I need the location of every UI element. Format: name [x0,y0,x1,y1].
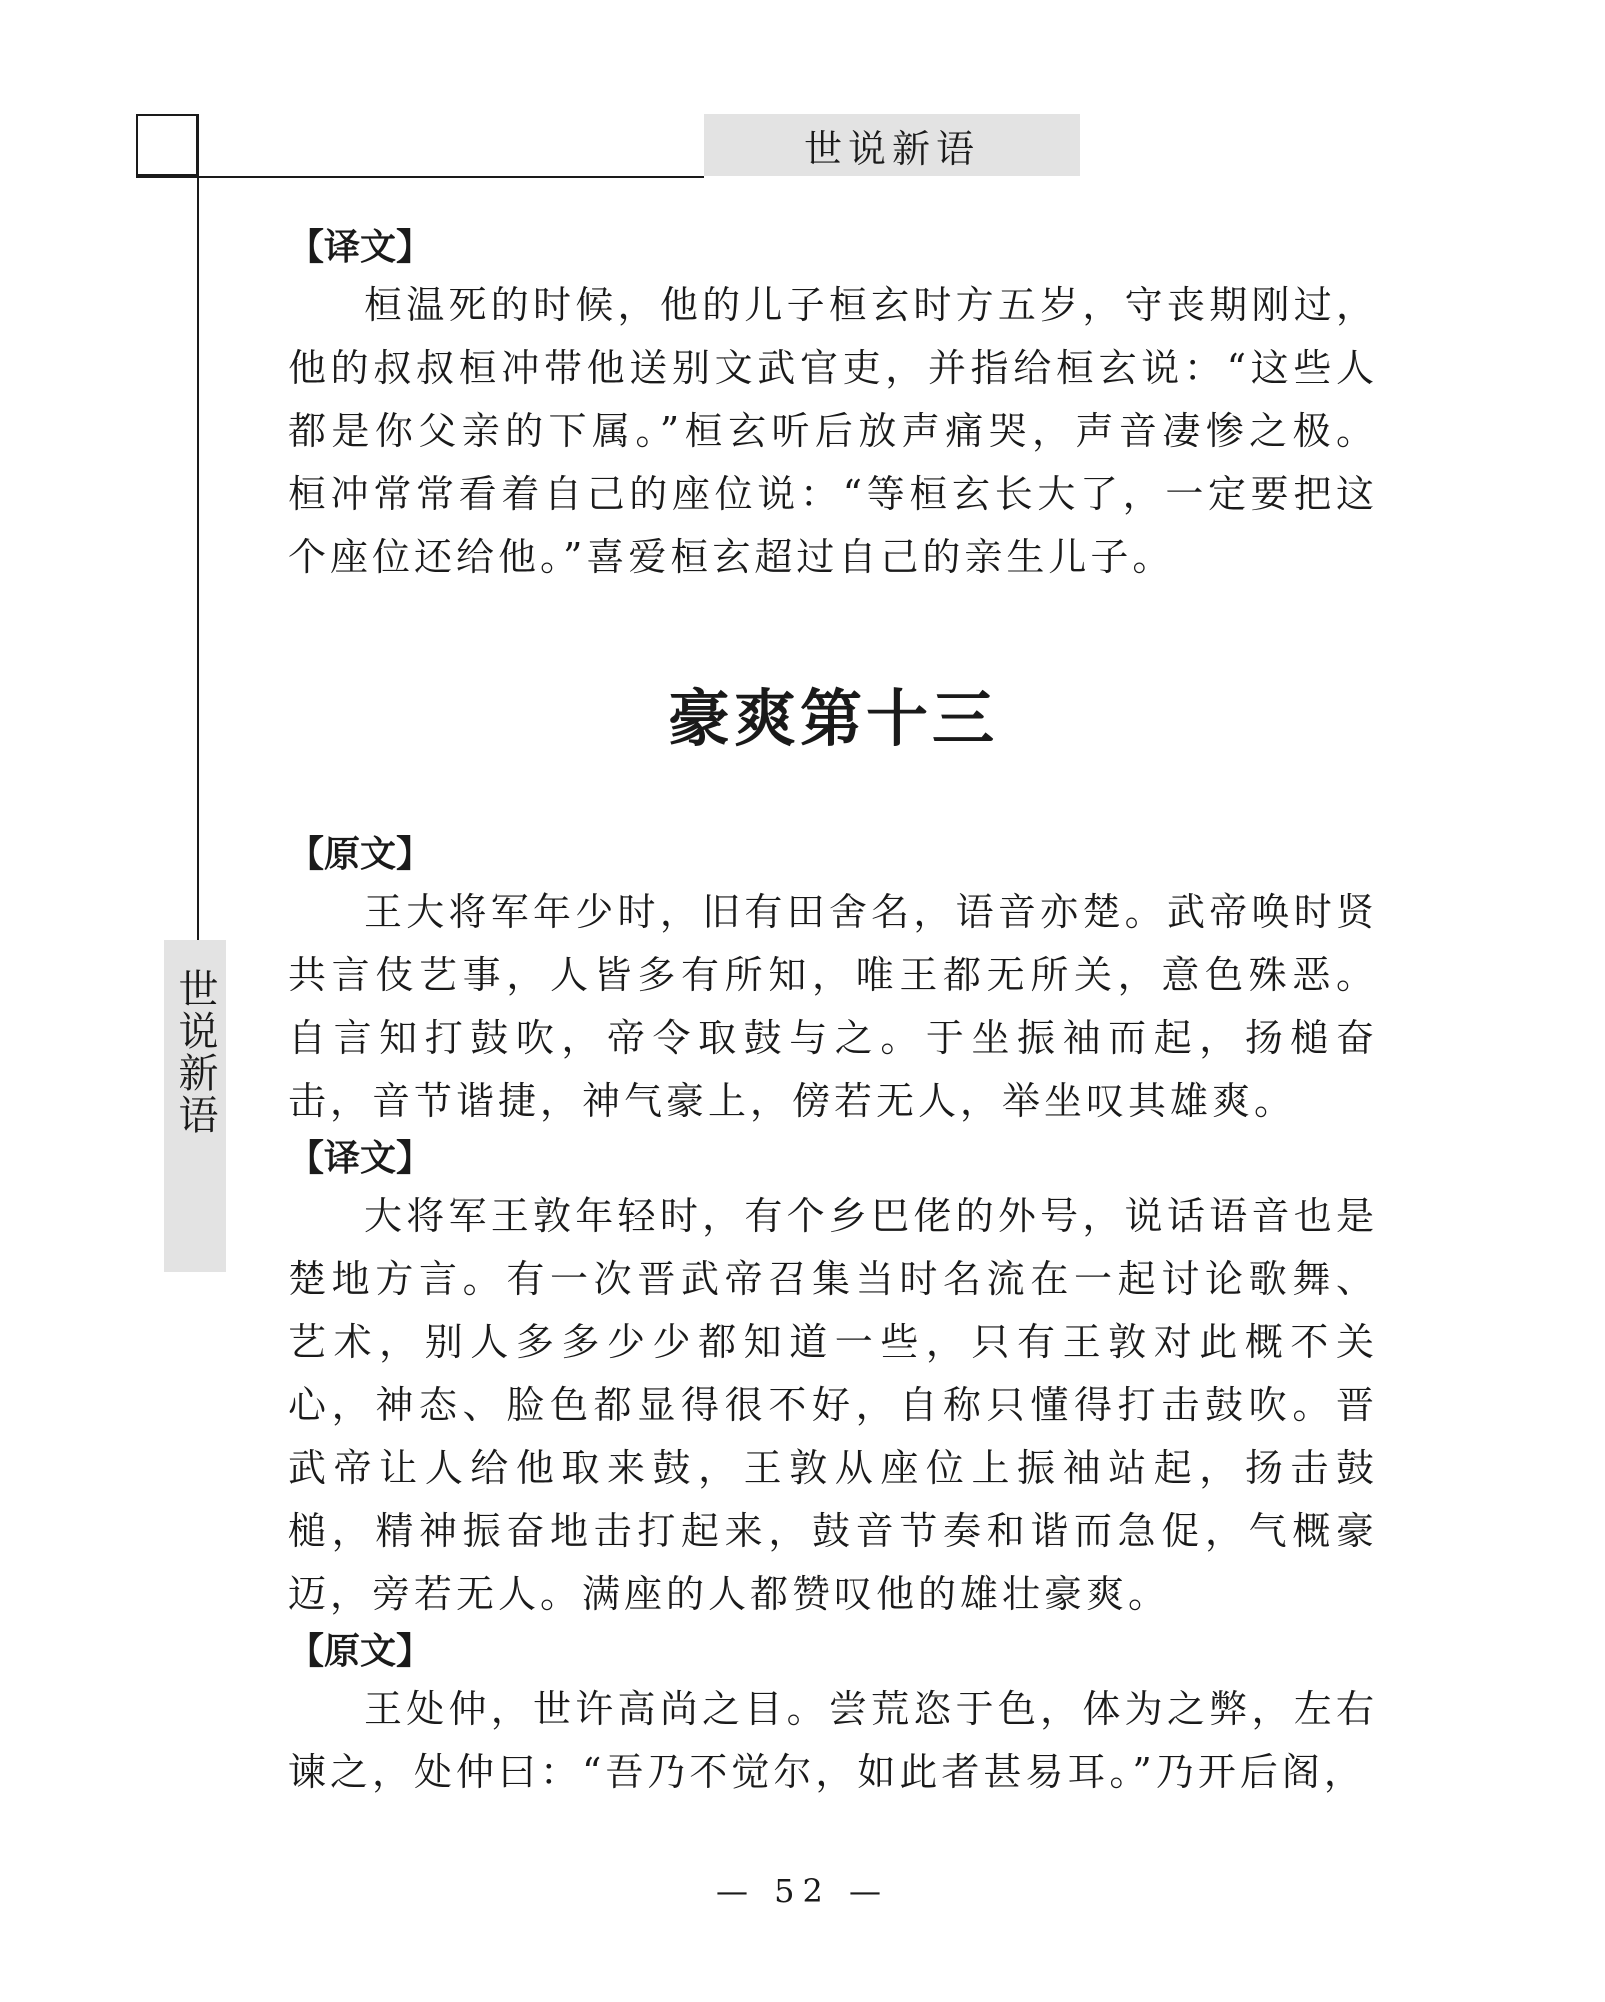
section-label: 【译文】 [288,227,433,268]
page-number: — 52 — [715,1872,890,1910]
chapter-title: 豪爽第十三 [667,682,998,755]
paragraph: 王大将军年少时，旧有田舍名，语音亦楚。武帝唤时贤共言伎艺事，人皆多有所知，唯王都无所关，意色殊恶。自言知打鼓吹，帝令取鼓与之。于坐振袖而起，扬槌奋击，音节谐捷，神气豪上，傍若无人，举坐叹其雄爽。 [288,890,1378,1123]
paragraph: 大将军王敦年轻时，有个乡巴佬的外号，说话语音也是楚地方言。有一次晋武帝召集当时名流在一起讨论歌舞、艺术，别人多多少少都知道一些，只有王敦对此概不关心，神态、脸色都显得很不好，自称只懂得打击鼓吹。晋武帝让人给他取来鼓，王敦从座位上振袖站起，扬击鼓槌，精神振奋地击打起来，鼓音节奏和谐而急促，气概豪迈，旁若无人。满座的人都赞叹他的雄壮豪爽。 [288,1194,1378,1616]
side-tab [164,940,226,1272]
page-content [288,222,1378,1804]
section-label: 【译文】 [288,1138,433,1179]
running-header [704,114,1080,176]
header-book-title: 世说新语 [803,127,980,171]
header-rule [136,176,704,178]
paragraph: 王处仲，世许高尚之目。尝荒恣于色，体为之弊，左右谏之，处仲曰：“吾乃不觉尔，如此者甚易耳。”乃开后阁， [288,1687,1378,1794]
corner-frame [136,114,198,176]
margin-rule [197,114,199,940]
section-label: 【原文】 [288,834,433,875]
paragraph: 桓温死的时候，他的儿子桓玄时方五岁，守丧期刚过，他的叔叔桓冲带他送别文武官吏，并指给桓玄说：“这些人都是你父亲的下属。”桓玄听后放声痛哭，声音凄惨之极。桓冲常常看着自己的座位说：“等桓玄长大了，一定要把这个座位还给他。”喜爱桓玄超过自己的亲生儿子。 [288,283,1378,579]
section-label: 【原文】 [288,1631,433,1672]
side-tab-title: 世说新语 [172,968,218,1136]
